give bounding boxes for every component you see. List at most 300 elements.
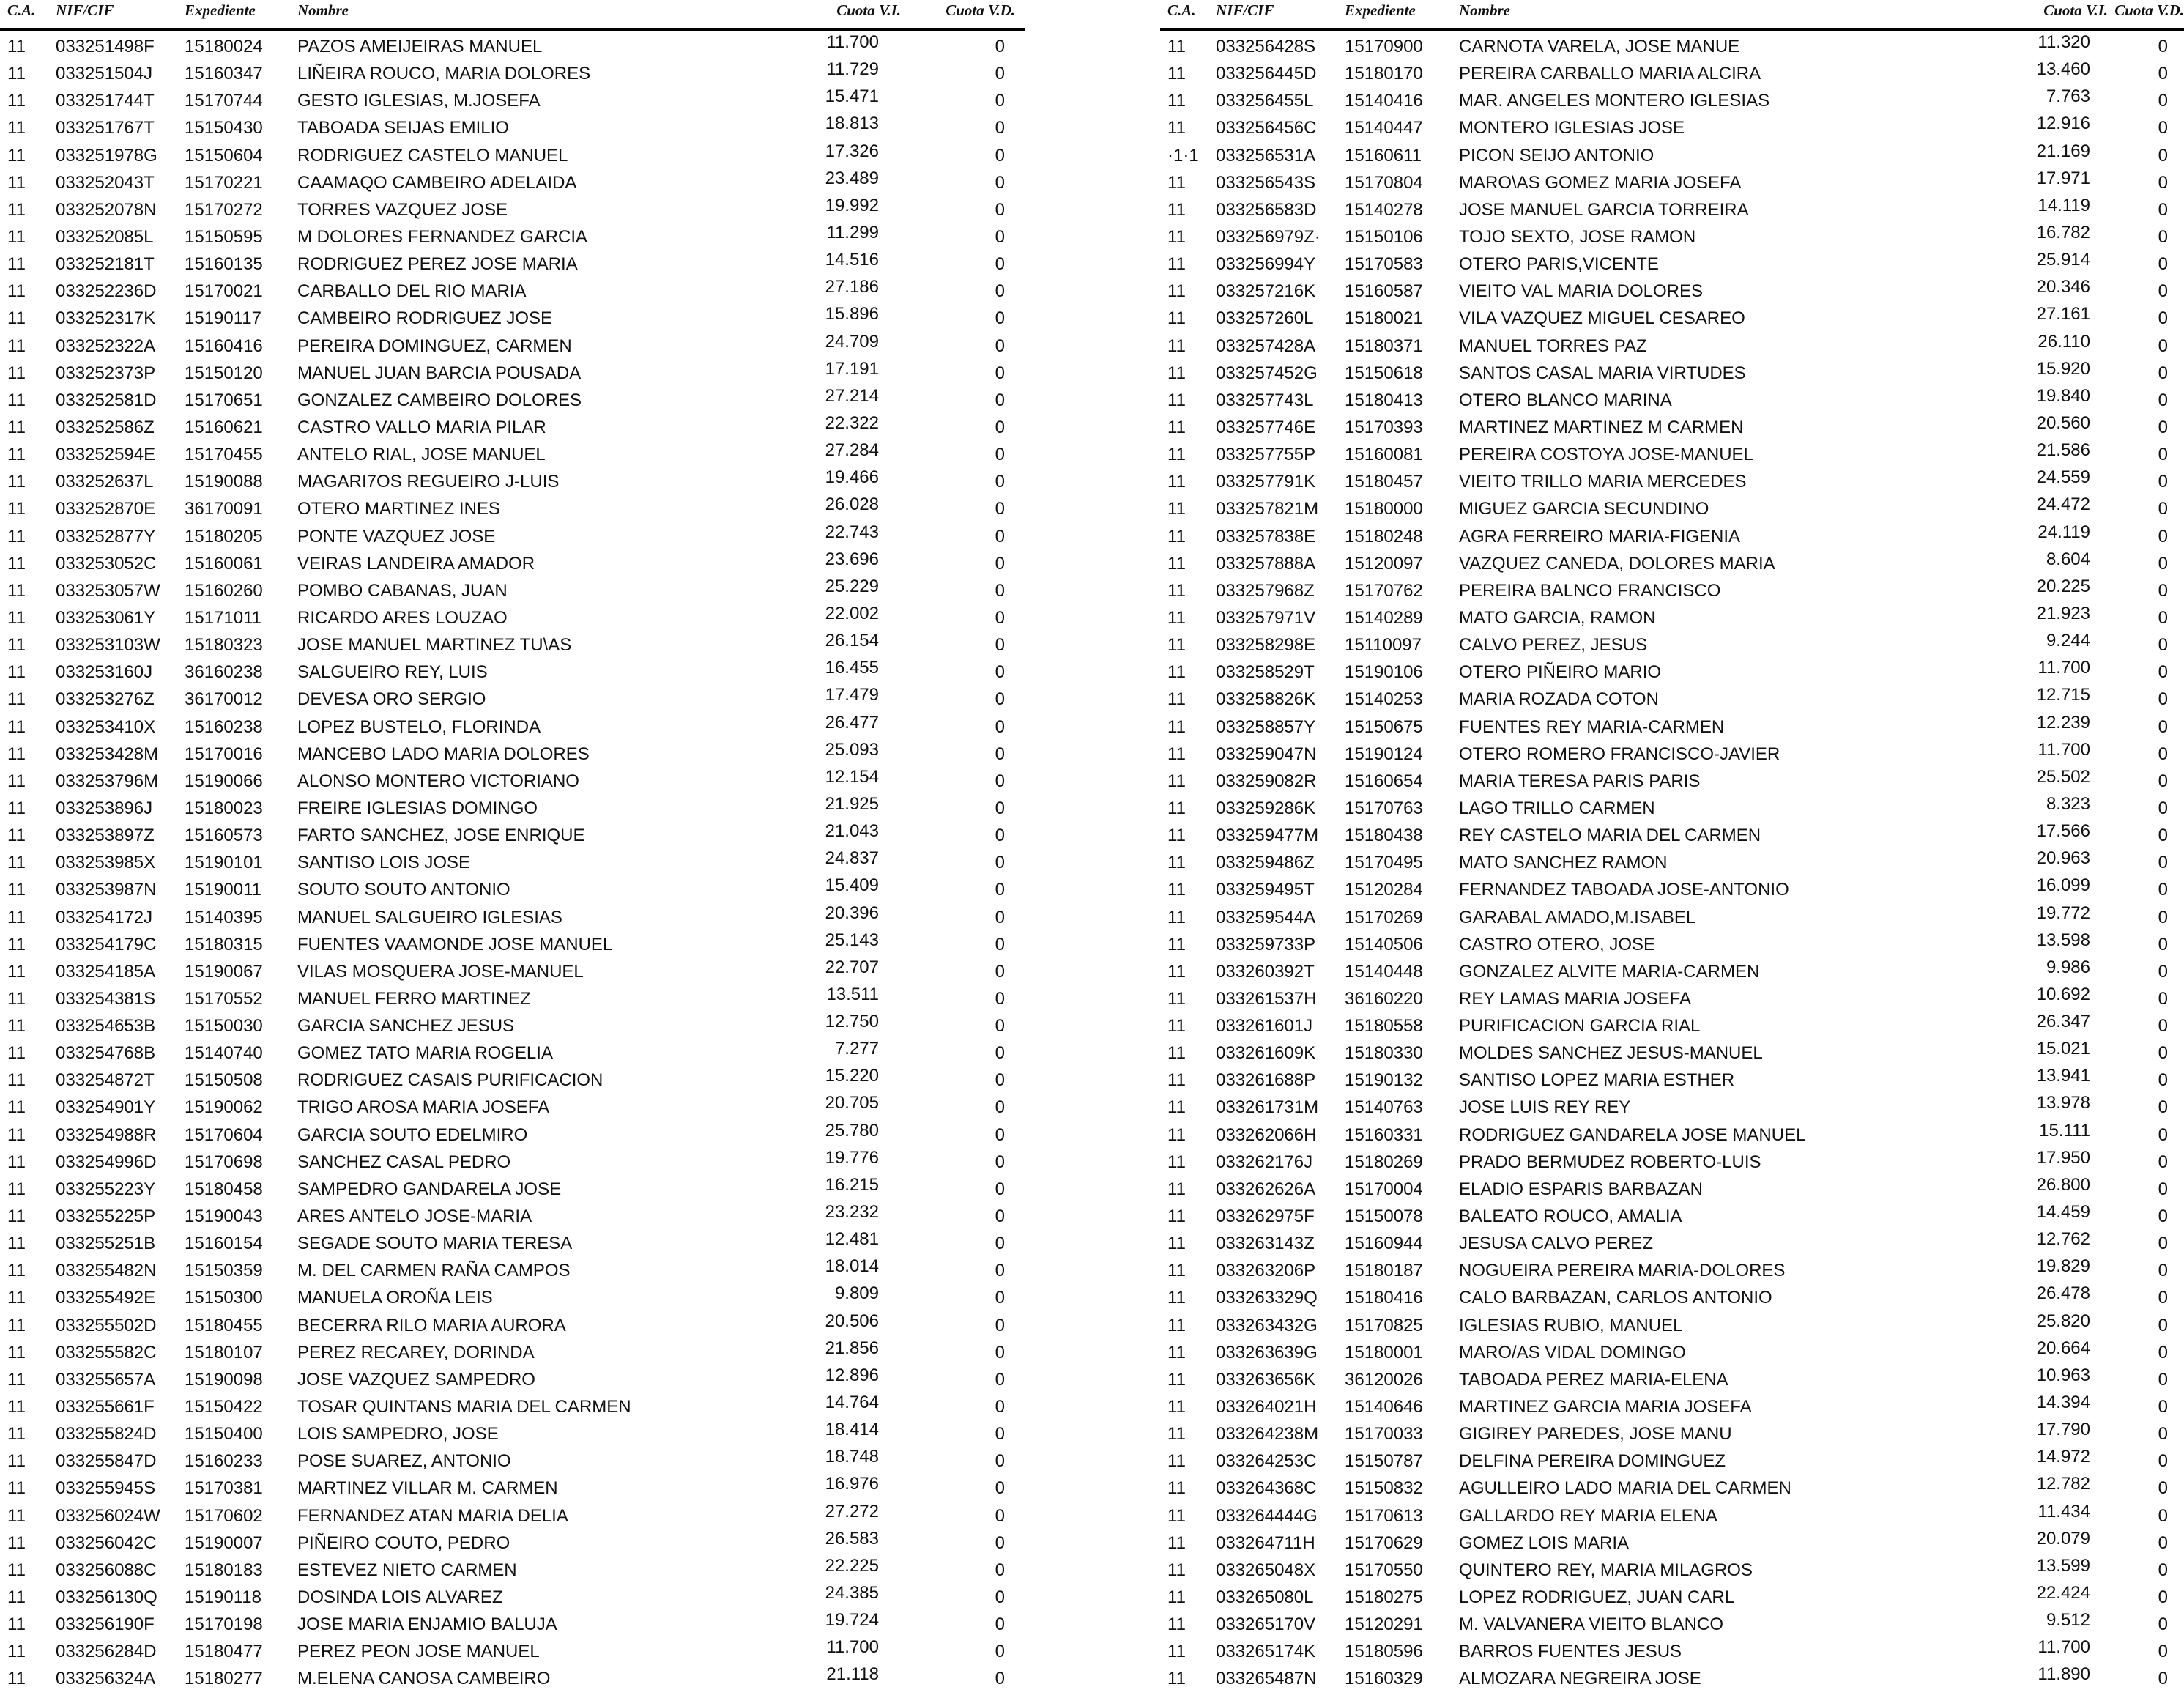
- cell-cuota-vd: 0: [995, 417, 1005, 437]
- cell-nif-cif: 033254179C: [56, 934, 157, 954]
- cell-ca: 11: [7, 1397, 26, 1417]
- cell-nif-cif: 033265174K: [1216, 1642, 1316, 1662]
- cell-ca: 11: [7, 1369, 26, 1390]
- cell-cuota-vd: 0: [995, 1397, 1005, 1417]
- cell-cuota-vd: 0: [2158, 64, 2168, 84]
- cell-cuota-vd: 0: [2158, 37, 2168, 56]
- table-row: [1160, 357, 2184, 385]
- cell-cuota-vd: 0: [995, 64, 1005, 84]
- cell-nombre: CARBALLO DEL RIO MARIA: [297, 281, 527, 302]
- header-ca: C.A.: [7, 1, 36, 19]
- cell-nombre: GARCIA SANCHEZ JESUS: [297, 1016, 515, 1037]
- cell-ca: 11: [1167, 226, 1186, 247]
- header-cuota-vd: Cuota V.D.: [946, 1, 1015, 19]
- cell-cuota-vd: 0: [995, 635, 1005, 656]
- cell-nombre: GONZALEZ CAMBEIRO DOLORES: [297, 390, 582, 410]
- cell-cuota-vd: 0: [995, 744, 1005, 764]
- cell-nombre: SANCHEZ CASAL PEDRO: [297, 1152, 511, 1172]
- cell-ca: 11: [1167, 172, 1186, 193]
- table-row: [0, 1146, 1025, 1174]
- cell-expediente: 15140740: [185, 1043, 263, 1064]
- cell-cuota-vd: 0: [995, 1642, 1005, 1662]
- table-row: [1160, 85, 2184, 112]
- cell-ca: 11: [7, 1179, 26, 1199]
- cell-cuota-vi: 11.700: [2038, 658, 2090, 678]
- cell-cuota-vi: 12.750: [825, 1012, 879, 1032]
- cell-nif-cif: 033259047N: [1216, 744, 1317, 764]
- cell-expediente: 15170602: [185, 1505, 263, 1526]
- cell-cuota-vd: 0: [2158, 635, 2168, 656]
- header-expediente: Expediente: [185, 1, 256, 19]
- table-row: [1160, 330, 2184, 357]
- cell-nif-cif: 033256088C: [56, 1560, 157, 1580]
- cell-nif-cif: 033256583D: [1216, 199, 1317, 220]
- cell-ca: 11: [7, 335, 26, 356]
- cell-cuota-vd: 0: [2158, 526, 2168, 546]
- table-row: [1160, 1037, 2184, 1064]
- cell-cuota-vd: 0: [995, 1505, 1005, 1526]
- cell-cuota-vi: 27.161: [2036, 304, 2090, 325]
- cell-nif-cif: 033264253C: [1216, 1451, 1317, 1472]
- cell-cuota-vd: 0: [2158, 1097, 2168, 1118]
- cell-nombre: ALMOZARA NEGREIRA JOSE: [1459, 1669, 1701, 1689]
- header-nombre: Nombre: [1459, 1, 1510, 19]
- cell-nombre: MARTINEZ MARTINEZ M CARMEN: [1459, 417, 1744, 437]
- cell-cuota-vi: 12.916: [2036, 114, 2090, 134]
- cell-expediente: 15150400: [185, 1424, 263, 1445]
- cell-nif-cif: 033255492E: [56, 1288, 156, 1308]
- cell-expediente: 15170016: [185, 744, 263, 764]
- cell-cuota-vd: 0: [2158, 1124, 2168, 1145]
- cell-nif-cif: 033263206P: [1216, 1261, 1316, 1281]
- cell-cuota-vi: 17.326: [825, 141, 879, 161]
- cell-cuota-vd: 0: [2158, 1532, 2168, 1553]
- cell-cuota-vd: 0: [995, 145, 1005, 166]
- cell-cuota-vd: 0: [995, 826, 1005, 846]
- cell-nombre: FERNANDEZ TABOADA JOSE-ANTONIO: [1459, 880, 1789, 900]
- header-nombre: Nombre: [297, 1, 349, 19]
- cell-expediente: 15160061: [185, 553, 263, 574]
- cell-nombre: PURIFICACION GARCIA RIAL: [1459, 1016, 1701, 1037]
- cell-ca: 11: [7, 1532, 26, 1553]
- cell-cuota-vd: 0: [995, 1614, 1005, 1635]
- cell-nif-cif: 033255482N: [56, 1261, 157, 1281]
- cell-cuota-vi: 20.560: [2036, 412, 2090, 433]
- table-row: [0, 1064, 1025, 1091]
- cell-expediente: 15170629: [1345, 1532, 1423, 1553]
- cell-ca: 11: [7, 580, 26, 601]
- cell-cuota-vi: 7.763: [2046, 86, 2090, 107]
- cell-expediente: 15170651: [185, 390, 263, 410]
- cell-nif-cif: 033252637L: [56, 472, 154, 492]
- cell-ca: 11: [1167, 934, 1186, 954]
- table-row: [1160, 194, 2184, 221]
- cell-cuota-vd: 0: [2158, 1478, 2168, 1499]
- table-row: [1160, 1091, 2184, 1119]
- cell-cuota-vd: 0: [995, 363, 1005, 383]
- table-row: [0, 1010, 1025, 1037]
- cell-nif-cif: 033261609K: [1216, 1043, 1316, 1064]
- cell-cuota-vd: 0: [995, 1587, 1005, 1608]
- cell-cuota-vd: 0: [2158, 1152, 2168, 1172]
- table-row: [1160, 711, 2184, 738]
- cell-cuota-vd: 0: [2158, 1206, 2168, 1227]
- cell-ca: 11: [1167, 662, 1186, 683]
- table-row: [0, 330, 1025, 357]
- cell-nif-cif: 033263329Q: [1216, 1288, 1318, 1308]
- cell-nif-cif: 033252181T: [56, 254, 155, 275]
- cell-cuota-vd: 0: [2158, 308, 2168, 329]
- cell-nif-cif: 033258857Y: [1216, 716, 1316, 737]
- cell-ca: 11: [7, 1234, 26, 1254]
- table-row: [1160, 1255, 2184, 1282]
- cell-nif-cif: 033253160J: [56, 662, 153, 683]
- cell-expediente: 36170012: [185, 689, 263, 710]
- cell-cuota-vd: 0: [995, 1070, 1005, 1091]
- cell-cuota-vi: 22.225: [825, 1555, 879, 1576]
- cell-expediente: 15160081: [1345, 445, 1423, 465]
- table-row: [0, 248, 1025, 275]
- cell-cuota-vi: 16.455: [825, 658, 879, 678]
- cell-cuota-vi: 25.780: [825, 1120, 879, 1141]
- cell-cuota-vi: 20.705: [825, 1093, 879, 1113]
- cell-cuota-vd: 0: [2158, 961, 2168, 982]
- cell-cuota-vi: 21.856: [825, 1338, 879, 1358]
- cell-cuota-vi: 8.323: [2046, 793, 2090, 814]
- cell-cuota-vd: 0: [995, 771, 1005, 791]
- cell-nif-cif: 033252877Y: [56, 526, 156, 546]
- cell-ca: 11: [1167, 553, 1186, 574]
- cell-cuota-vd: 0: [2158, 445, 2168, 465]
- table-row: [1160, 1064, 2184, 1091]
- cell-nombre: RODRIGUEZ GANDARELA JOSE MANUEL: [1459, 1124, 1806, 1145]
- table-row: [0, 167, 1025, 194]
- cell-nombre: VILA VAZQUEZ MIGUEL CESAREO: [1459, 308, 1745, 329]
- header-cuota-vi: Cuota V.I.: [2043, 1, 2108, 19]
- cell-cuota-vi: 17.566: [2036, 821, 2090, 842]
- cell-nombre: FERNANDEZ ATAN MARIA DELIA: [297, 1505, 568, 1526]
- table-row: [0, 983, 1025, 1010]
- cell-nif-cif: 033255847D: [56, 1451, 157, 1472]
- cell-nif-cif: 033254653B: [56, 1016, 156, 1037]
- cell-ca: 11: [1167, 526, 1186, 546]
- cell-cuota-vi: 26.028: [825, 494, 879, 515]
- cell-nombre: REY CASTELO MARIA DEL CARMEN: [1459, 826, 1761, 846]
- table-row: [1160, 683, 2184, 711]
- cell-nombre: MANUELA OROÑA LEIS: [297, 1288, 493, 1308]
- cell-nombre: TOSAR QUINTANS MARIA DEL CARMEN: [297, 1397, 631, 1417]
- cell-cuota-vi: 20.506: [825, 1310, 879, 1331]
- table-body: [0, 31, 1025, 1691]
- cell-nombre: OTERO BLANCO MARINA: [1459, 390, 1672, 410]
- table-row: [0, 275, 1025, 303]
- cell-expediente: 15180269: [1345, 1152, 1423, 1172]
- cell-expediente: 15150787: [1345, 1451, 1423, 1472]
- cell-nombre: FREIRE IGLESIAS DOMINGO: [297, 798, 538, 818]
- cell-ca: 11: [7, 716, 26, 737]
- cell-cuota-vi: 20.225: [2036, 576, 2090, 596]
- cell-nif-cif: 033257791K: [1216, 472, 1316, 492]
- cell-ca: 11: [7, 1669, 26, 1689]
- cell-nif-cif: 033255223Y: [56, 1179, 156, 1199]
- cell-nombre: MANUEL FERRO MARTINEZ: [297, 988, 531, 1009]
- cell-cuota-vi: 16.976: [825, 1474, 879, 1494]
- cell-cuota-vi: 24.709: [825, 331, 879, 352]
- cell-expediente: 15150618: [1345, 363, 1423, 383]
- cell-nombre: PIÑEIRO COUTO, PEDRO: [297, 1532, 510, 1553]
- cell-expediente: 15150595: [185, 226, 263, 247]
- cell-expediente: 15190124: [1345, 744, 1423, 764]
- cell-nombre: DEVESA ORO SERGIO: [297, 689, 486, 710]
- cell-nif-cif: 033257821M: [1216, 499, 1319, 519]
- cell-nombre: TOJO SEXTO, JOSE RAMON: [1459, 226, 1696, 247]
- table-row: [0, 1310, 1025, 1337]
- cell-cuota-vi: 15.409: [825, 875, 879, 896]
- cell-nif-cif: 033253897Z: [56, 826, 155, 846]
- cell-nif-cif: 033253985X: [56, 853, 156, 873]
- cell-ca: 11: [1167, 472, 1186, 492]
- table-row: [1160, 1174, 2184, 1201]
- cell-nif-cif: 033263639G: [1216, 1342, 1318, 1363]
- cell-expediente: 15170763: [1345, 798, 1423, 818]
- cell-ca: 11: [7, 961, 26, 982]
- cell-nombre: OTERO ROMERO FRANCISCO-JAVIER: [1459, 744, 1780, 764]
- cell-nombre: PEREIRA CARBALLO MARIA ALCIRA: [1459, 64, 1761, 84]
- cell-cuota-vi: 14.459: [2036, 1202, 2090, 1223]
- cell-ca: 11: [1167, 37, 1186, 56]
- table-row: [0, 521, 1025, 548]
- table-row: [0, 58, 1025, 85]
- cell-cuota-vi: 26.800: [2036, 1174, 2090, 1195]
- cell-ca: 11: [1167, 1369, 1186, 1390]
- cell-cuota-vi: 21.043: [825, 821, 879, 842]
- cell-nombre: PEREZ PEON JOSE MANUEL: [297, 1642, 540, 1662]
- cell-ca: 11: [7, 172, 26, 193]
- cell-expediente: 15150078: [1345, 1206, 1423, 1227]
- cell-nombre: POSE SUAREZ, ANTONIO: [297, 1451, 511, 1472]
- cell-nombre: BARROS FUENTES JESUS: [1459, 1642, 1682, 1662]
- cell-ca: 11: [1167, 254, 1186, 275]
- cell-ca: 11: [1167, 1532, 1186, 1553]
- cell-nombre: CALO BARBAZAN, CARLOS ANTONIO: [1459, 1288, 1772, 1308]
- table-row: [1160, 1364, 2184, 1391]
- cell-nombre: SALGUEIRO REY, LUIS: [297, 662, 488, 683]
- cell-ca: 11: [7, 853, 26, 873]
- cell-cuota-vd: 0: [2158, 934, 2168, 954]
- cell-nombre: IGLESIAS RUBIO, MANUEL: [1459, 1315, 1683, 1335]
- cell-cuota-vi: 12.239: [2036, 712, 2090, 733]
- cell-cuota-vi: 20.079: [2036, 1528, 2090, 1549]
- table-row: [1160, 548, 2184, 575]
- cell-ca: 11: [1167, 1179, 1186, 1199]
- cell-expediente: 15180248: [1345, 526, 1423, 546]
- cell-ca: 11: [7, 472, 26, 492]
- table-row: [1160, 1472, 2184, 1499]
- cell-ca: 11: [7, 1097, 26, 1118]
- table-row: [0, 793, 1025, 820]
- cell-ca: 11: [7, 1478, 26, 1499]
- cell-nif-cif: 033257428A: [1216, 335, 1316, 356]
- cell-nif-cif: 033255824D: [56, 1424, 157, 1445]
- cell-cuota-vd: 0: [2158, 907, 2168, 927]
- cell-nombre: VILAS MOSQUERA JOSE-MANUEL: [297, 961, 584, 982]
- cell-cuota-vd: 0: [2158, 662, 2168, 683]
- table-row: [0, 575, 1025, 602]
- cell-nif-cif: 033251504J: [56, 64, 153, 84]
- cell-expediente: 15160154: [185, 1234, 263, 1254]
- cell-cuota-vi: 20.396: [825, 902, 879, 923]
- table-row: [1160, 874, 2184, 901]
- cell-nombre: PEREIRA BALNCO FRANCISCO: [1459, 580, 1721, 601]
- cell-ca: 11: [1167, 1070, 1186, 1091]
- table-row: [0, 1282, 1025, 1309]
- cell-nombre: M DOLORES FERNANDEZ GARCIA: [297, 226, 588, 247]
- cell-cuota-vd: 0: [2158, 1397, 2168, 1417]
- cell-ca: 11: [1167, 91, 1186, 111]
- cell-nif-cif: 033256130Q: [56, 1587, 157, 1608]
- cell-ca: 11: [7, 553, 26, 574]
- cell-cuota-vd: 0: [995, 1424, 1005, 1445]
- cell-expediente: 15140506: [1345, 934, 1423, 954]
- table-row: [0, 112, 1025, 139]
- table-header: [1160, 0, 2184, 31]
- cell-expediente: 15180458: [185, 1179, 263, 1199]
- cell-nif-cif: 033253103W: [56, 635, 160, 656]
- cell-nif-cif: 033264021H: [1216, 1397, 1317, 1417]
- cell-expediente: 15190088: [185, 472, 263, 492]
- cell-cuota-vd: 0: [995, 1234, 1005, 1254]
- cell-cuota-vd: 0: [995, 1669, 1005, 1689]
- table-row: [0, 1500, 1025, 1527]
- cell-cuota-vi: 23.489: [825, 168, 879, 188]
- cell-cuota-vi: 12.154: [825, 766, 879, 787]
- cell-ca: 11: [7, 1642, 26, 1662]
- cell-cuota-vi: 13.598: [2036, 930, 2090, 950]
- cell-ca: 11: [7, 907, 26, 927]
- cell-cuota-vi: 27.284: [825, 440, 879, 461]
- cell-cuota-vd: 0: [995, 798, 1005, 818]
- cell-expediente: 15170198: [185, 1614, 263, 1635]
- cell-expediente: 15140289: [1345, 607, 1423, 628]
- cell-nif-cif: 033254872T: [56, 1070, 155, 1091]
- cell-ca: 11: [1167, 1560, 1186, 1580]
- cell-ca: 11: [1167, 826, 1186, 846]
- cell-nif-cif: 033265487N: [1216, 1669, 1317, 1689]
- cell-ca: 11: [1167, 716, 1186, 737]
- cell-ca: 11: [7, 199, 26, 220]
- cell-expediente: 15170583: [1345, 254, 1423, 275]
- cell-nif-cif: 033262176J: [1216, 1152, 1313, 1172]
- cell-nombre: GOMEZ TATO MARIA ROGELIA: [297, 1043, 553, 1064]
- cell-expediente: 15160621: [185, 417, 263, 437]
- cell-expediente: 15170613: [1345, 1505, 1423, 1526]
- cell-cuota-vi: 11.729: [826, 59, 879, 80]
- cell-nombre: MAR. ANGELES MONTERO IGLESIAS: [1459, 91, 1770, 111]
- cell-nif-cif: 033252043T: [56, 172, 155, 193]
- cell-nombre: GESTO IGLESIAS, M.JOSEFA: [297, 91, 541, 111]
- cell-cuota-vd: 0: [995, 580, 1005, 601]
- cell-ca: 11: [7, 526, 26, 546]
- cell-expediente: 36160220: [1345, 988, 1423, 1009]
- cell-cuota-vi: 15.471: [825, 86, 879, 107]
- cell-expediente: 15170393: [1345, 417, 1423, 437]
- cell-ca: 11: [7, 1261, 26, 1281]
- cell-nif-cif: 033263432G: [1216, 1315, 1318, 1335]
- cell-cuota-vi: 9.244: [2046, 631, 2090, 651]
- table-row: [1160, 1228, 2184, 1255]
- cell-cuota-vd: 0: [2158, 335, 2168, 356]
- table-row: [0, 548, 1025, 575]
- cell-nif-cif: 033264711H: [1216, 1532, 1315, 1553]
- cell-cuota-vi: 18.014: [825, 1256, 879, 1277]
- table-row: [1160, 793, 2184, 820]
- cell-cuota-vi: 12.481: [825, 1229, 879, 1250]
- cell-cuota-vi: 8.604: [2046, 549, 2090, 569]
- cell-cuota-vi: 19.724: [825, 1610, 879, 1631]
- cell-nombre: CALVO PEREZ, JESUS: [1459, 635, 1647, 656]
- cell-nif-cif: 033255502D: [56, 1315, 157, 1335]
- table-row: [0, 1609, 1025, 1636]
- cell-nif-cif: 033255251B: [56, 1234, 156, 1254]
- cell-cuota-vi: 25.820: [2036, 1310, 2090, 1331]
- cell-nif-cif: 033254996D: [56, 1152, 157, 1172]
- cell-cuota-vi: 14.394: [2036, 1393, 2090, 1413]
- cell-expediente: 36120026: [1345, 1369, 1423, 1390]
- cell-cuota-vd: 0: [995, 335, 1005, 356]
- cell-expediente: 15190007: [185, 1532, 263, 1553]
- cell-cuota-vd: 0: [995, 499, 1005, 519]
- cell-nif-cif: 033252373P: [56, 363, 156, 383]
- cell-ca: 11: [7, 64, 26, 84]
- cell-nombre: MARTINEZ VILLAR M. CARMEN: [297, 1478, 558, 1499]
- cell-cuota-vi: 11.700: [2038, 739, 2090, 760]
- cell-cuota-vd: 0: [2158, 199, 2168, 220]
- cell-nombre: AGULLEIRO LADO MARIA DEL CARMEN: [1459, 1478, 1791, 1499]
- cell-ca: 11: [1167, 308, 1186, 329]
- cell-cuota-vd: 0: [2158, 91, 2168, 111]
- cell-cuota-vd: 0: [2158, 689, 2168, 710]
- cell-ca: 11: [1167, 1342, 1186, 1363]
- cell-cuota-vd: 0: [995, 1478, 1005, 1499]
- cell-expediente: 15170604: [185, 1124, 263, 1145]
- cell-nombre: MANUEL JUAN BARCIA POUSADA: [297, 363, 582, 383]
- cell-ca: 11: [1167, 1642, 1186, 1662]
- cell-cuota-vd: 0: [995, 37, 1005, 56]
- cell-cuota-vd: 0: [2158, 1070, 2168, 1091]
- cell-cuota-vi: 26.477: [825, 712, 879, 733]
- cell-cuota-vi: 11.700: [2038, 1637, 2090, 1658]
- table-row: [1160, 820, 2184, 847]
- cell-expediente: 15170550: [1345, 1560, 1423, 1580]
- table-row: [0, 602, 1025, 629]
- cell-nombre: CASTRO VALLO MARIA PILAR: [297, 417, 546, 437]
- cell-cuota-vd: 0: [2158, 172, 2168, 193]
- cell-ca: 11: [1167, 607, 1186, 628]
- cell-nif-cif: 033263656K: [1216, 1369, 1316, 1390]
- cell-expediente: 15160944: [1345, 1234, 1423, 1254]
- cell-nombre: MANUEL SALGUEIRO IGLESIAS: [297, 907, 562, 927]
- cell-nif-cif: 033252581D: [56, 390, 157, 410]
- cell-cuota-vd: 0: [2158, 363, 2168, 383]
- table-row: [1160, 765, 2184, 793]
- table-row: [0, 31, 1025, 58]
- table-row: [0, 140, 1025, 167]
- table-body: [1160, 31, 2184, 1691]
- cell-cuota-vi: 20.346: [2036, 277, 2090, 297]
- table-row: [0, 902, 1025, 929]
- table-row: [0, 412, 1025, 439]
- cell-nombre: MARTINEZ GARCIA MARIA JOSEFA: [1459, 1397, 1752, 1417]
